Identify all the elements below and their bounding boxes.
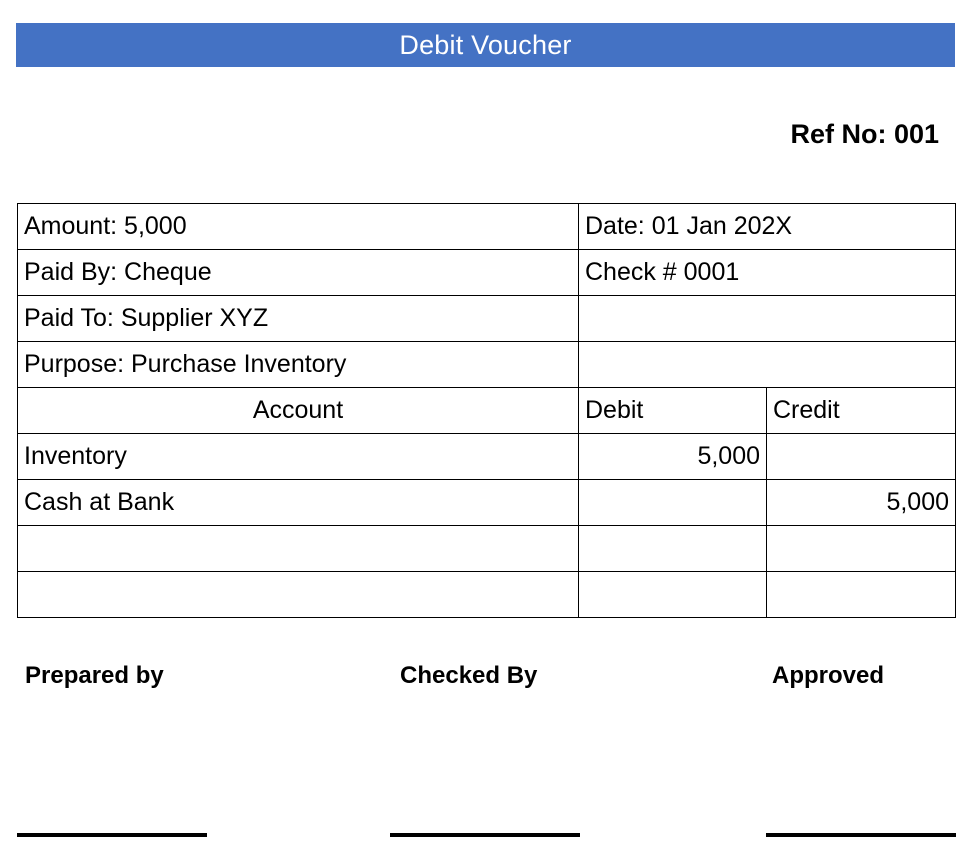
entry-credit: [767, 526, 956, 572]
entry-account: [18, 572, 579, 618]
column-header-debit: Debit: [579, 388, 767, 434]
signature-line-checked-by: [390, 833, 580, 837]
date-cell: Date: 01 Jan 202X: [579, 204, 956, 250]
table-row: [18, 480, 956, 526]
paid-by-cell: Paid By: Cheque: [18, 250, 579, 296]
voucher-table: [17, 203, 956, 618]
check-number-cell: Check # 0001: [579, 250, 956, 296]
table-row-purpose: [18, 342, 956, 388]
table-row-paidby-check: [18, 250, 956, 296]
table-row: [18, 434, 956, 480]
paid-to-right-cell: [579, 296, 956, 342]
entry-account: [18, 526, 579, 572]
table-row: [18, 526, 956, 572]
table-row-amount-date: [18, 204, 956, 250]
table-row: [18, 572, 956, 618]
signature-label-approved: Approved: [772, 662, 885, 689]
amount-cell: Amount: 5,000: [18, 204, 579, 250]
signature-label-prepared-by: Prepared by: [25, 662, 164, 689]
entry-debit: [579, 526, 767, 572]
signature-line-prepared-by: [17, 833, 207, 837]
column-header-account: Account: [18, 388, 579, 434]
purpose-right-cell: [579, 342, 956, 388]
entry-credit: [767, 572, 956, 618]
entry-credit: 5,000: [767, 480, 956, 526]
signature-label-checked-by: Checked By: [400, 662, 538, 689]
entry-account: Inventory: [18, 434, 579, 480]
document-title-banner: [16, 23, 955, 67]
table-row-paidto: [18, 296, 956, 342]
entry-credit: [767, 434, 956, 480]
signature-line-approved: [766, 833, 956, 837]
entry-debit: [579, 480, 767, 526]
paid-to-cell: Paid To: Supplier XYZ: [18, 296, 579, 342]
purpose-cell: Purpose: Purchase Inventory: [18, 342, 579, 388]
reference-number: Ref No: 001: [790, 119, 939, 149]
entry-debit: 5,000: [579, 434, 767, 480]
page-title: Debit Voucher: [399, 29, 572, 60]
table-header-row: [18, 388, 956, 434]
entry-debit: [579, 572, 767, 618]
column-header-credit: Credit: [767, 388, 956, 434]
entry-account: Cash at Bank: [18, 480, 579, 526]
